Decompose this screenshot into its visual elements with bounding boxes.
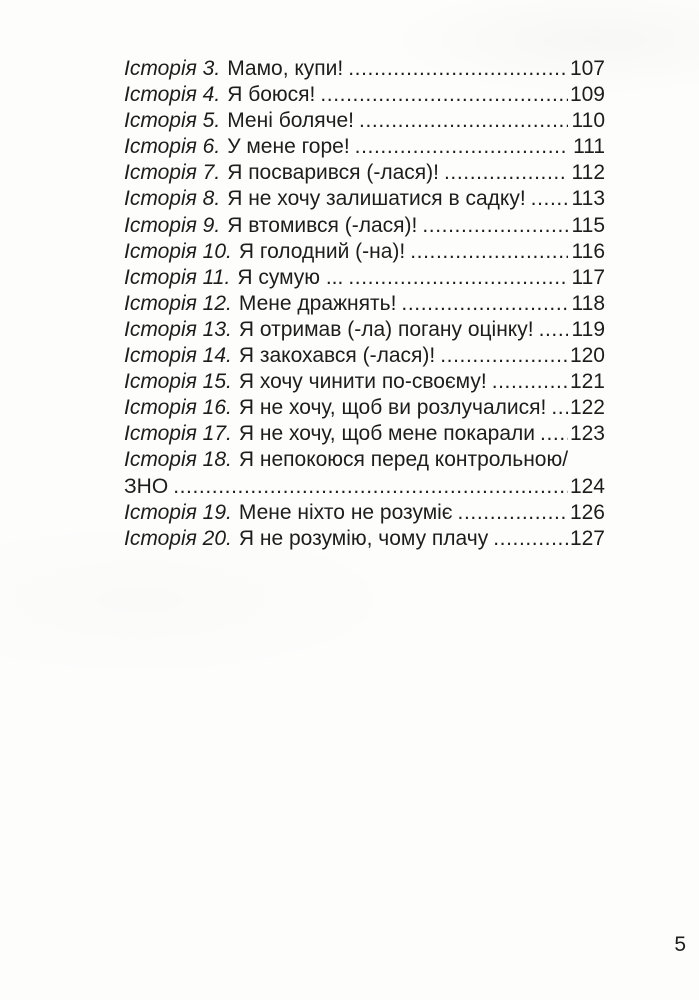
toc-entry-label: Історія 10.: [124, 239, 232, 263]
toc-entry: [124, 343, 605, 369]
toc-entry-page: 122: [569, 396, 605, 420]
toc-entry: [124, 500, 605, 526]
toc-entry-title: Мамо, купи!: [227, 57, 344, 80]
toc-entry-page: 126: [569, 500, 605, 524]
toc-entry-title: Мене ніхто не розуміє: [238, 500, 453, 524]
toc-entry-title: Я закохався (-лася)!: [238, 344, 436, 368]
toc-leader-dots: [348, 265, 568, 291]
toc-entry: [124, 82, 605, 108]
toc-entry-title: Мене дражнять!: [238, 291, 397, 315]
toc-entry-label: Історія 3.: [124, 57, 221, 80]
toc-leader-dots: [359, 108, 568, 134]
toc-entry-page: 119: [571, 317, 605, 341]
toc-entry-label: Історія 4.: [124, 83, 221, 107]
toc-entry-page: 124: [569, 474, 605, 498]
toc-leader-dots: [440, 343, 568, 369]
toc-entry-label: Історія 18.: [124, 448, 232, 472]
toc-entry-title: Я посварився (-лася)!: [227, 161, 439, 185]
toc-entry-label: Історія 17.: [124, 422, 232, 446]
toc-entry-label: Історія 20.: [124, 526, 232, 550]
toc-entry-title: Я отримав (-ла) погану оцінку!: [238, 317, 534, 341]
toc-entry: [124, 186, 605, 212]
toc-entry-page: 107: [569, 57, 605, 80]
toc-entry-title: У мене горе!: [227, 135, 350, 159]
toc-entry: [124, 213, 605, 239]
toc-leader-dots: [401, 291, 568, 317]
toc-entry-title: Мені боляче!: [227, 109, 355, 133]
toc-entry-label: Історія 15.: [124, 370, 232, 394]
toc-entry-label: Історія 7.: [124, 161, 221, 185]
toc-entry: [124, 291, 605, 317]
toc-entry: [124, 369, 605, 395]
toc-entry: [124, 447, 605, 473]
toc-entry-page: 127: [569, 526, 605, 550]
toc-entry: [124, 134, 605, 160]
toc-entry-label: Історія 5.: [124, 109, 221, 133]
toc-entry-title: Я не розумію, чому плачу: [238, 526, 489, 550]
toc-entry-page: 120: [569, 344, 605, 368]
toc-leader-dots: [355, 134, 568, 160]
toc-entry: [124, 395, 605, 421]
toc-leader-dots: [551, 395, 568, 421]
toc-entry-title: Я не хочу, щоб ви розлучалися!: [238, 396, 547, 420]
toc-entry-page: 109: [569, 83, 605, 107]
toc-entry-page: 117: [571, 265, 605, 289]
toc-entry-page: 123: [569, 422, 605, 446]
toc-entry-page: 112: [571, 161, 605, 185]
toc-entry-label: Історія 11.: [124, 265, 231, 289]
toc-entry-title: Я боюся!: [227, 83, 316, 107]
toc-entry-title: Я хочу чинити по-своєму!: [238, 370, 487, 394]
toc-entry: [124, 265, 605, 291]
toc-entry: [124, 108, 605, 134]
toc-entry-title: Я непокоюся перед контрольною/: [238, 448, 569, 472]
toc-entry: [124, 421, 605, 447]
toc-entry-page: 116: [571, 239, 605, 263]
toc-entry-label: Історія 12.: [124, 291, 232, 315]
toc-entry-label: Історія 6.: [124, 135, 221, 159]
toc-entry-page: 113: [571, 187, 605, 211]
toc-leader-dots: [444, 160, 568, 186]
toc-leader-dots: [531, 186, 568, 212]
toc-leader-dots: [539, 317, 568, 343]
toc-entry-label: Історія 13.: [124, 317, 232, 341]
toc-entry-title: ЗНО: [124, 474, 169, 498]
toc-entry-page: 118: [571, 291, 605, 315]
toc-leader-dots: [458, 500, 568, 526]
toc-entry-label: Історія 8.: [124, 187, 221, 211]
toc-leader-dots: [410, 239, 568, 265]
toc-entry-title: Я не хочу, щоб мене покарали: [238, 422, 536, 446]
toc-leader-dots: [348, 56, 568, 82]
toc-entry: [124, 239, 605, 265]
toc-entry: [124, 474, 605, 500]
toc-entry-label: Історія 9.: [124, 213, 221, 237]
toc-entry-label: Історія 19.: [124, 500, 232, 524]
toc-entry-page: 111: [573, 135, 605, 159]
page-number: 5: [674, 933, 686, 956]
toc-entry-title: Я не хочу залишатися в садку!: [227, 187, 526, 211]
toc-entry-title: Я втомився (-лася)!: [227, 213, 418, 237]
toc-entry-page: 121: [569, 370, 605, 394]
toc-entry-label: Історія 14.: [124, 344, 232, 368]
toc-leader-dots: [173, 474, 568, 500]
toc-entry-label: Історія 16.: [124, 396, 232, 420]
toc-entry: [124, 317, 605, 343]
toc-leader-dots: [492, 369, 568, 395]
toc-leader-dots: [320, 82, 568, 108]
toc-entry-title: Я сумую ...: [237, 265, 344, 289]
toc-entry-title: Я голодний (-на)!: [238, 239, 406, 263]
toc-entry: [124, 526, 605, 552]
toc-leader-dots: [422, 213, 568, 239]
toc-leader-dots: [540, 421, 568, 447]
toc-entry: [124, 56, 605, 82]
toc-entry-page: 115: [571, 213, 605, 237]
toc-entry: [124, 160, 605, 186]
toc-list: [124, 56, 605, 552]
toc-entry-page: 110: [571, 109, 605, 133]
toc-leader-dots: [493, 526, 568, 552]
